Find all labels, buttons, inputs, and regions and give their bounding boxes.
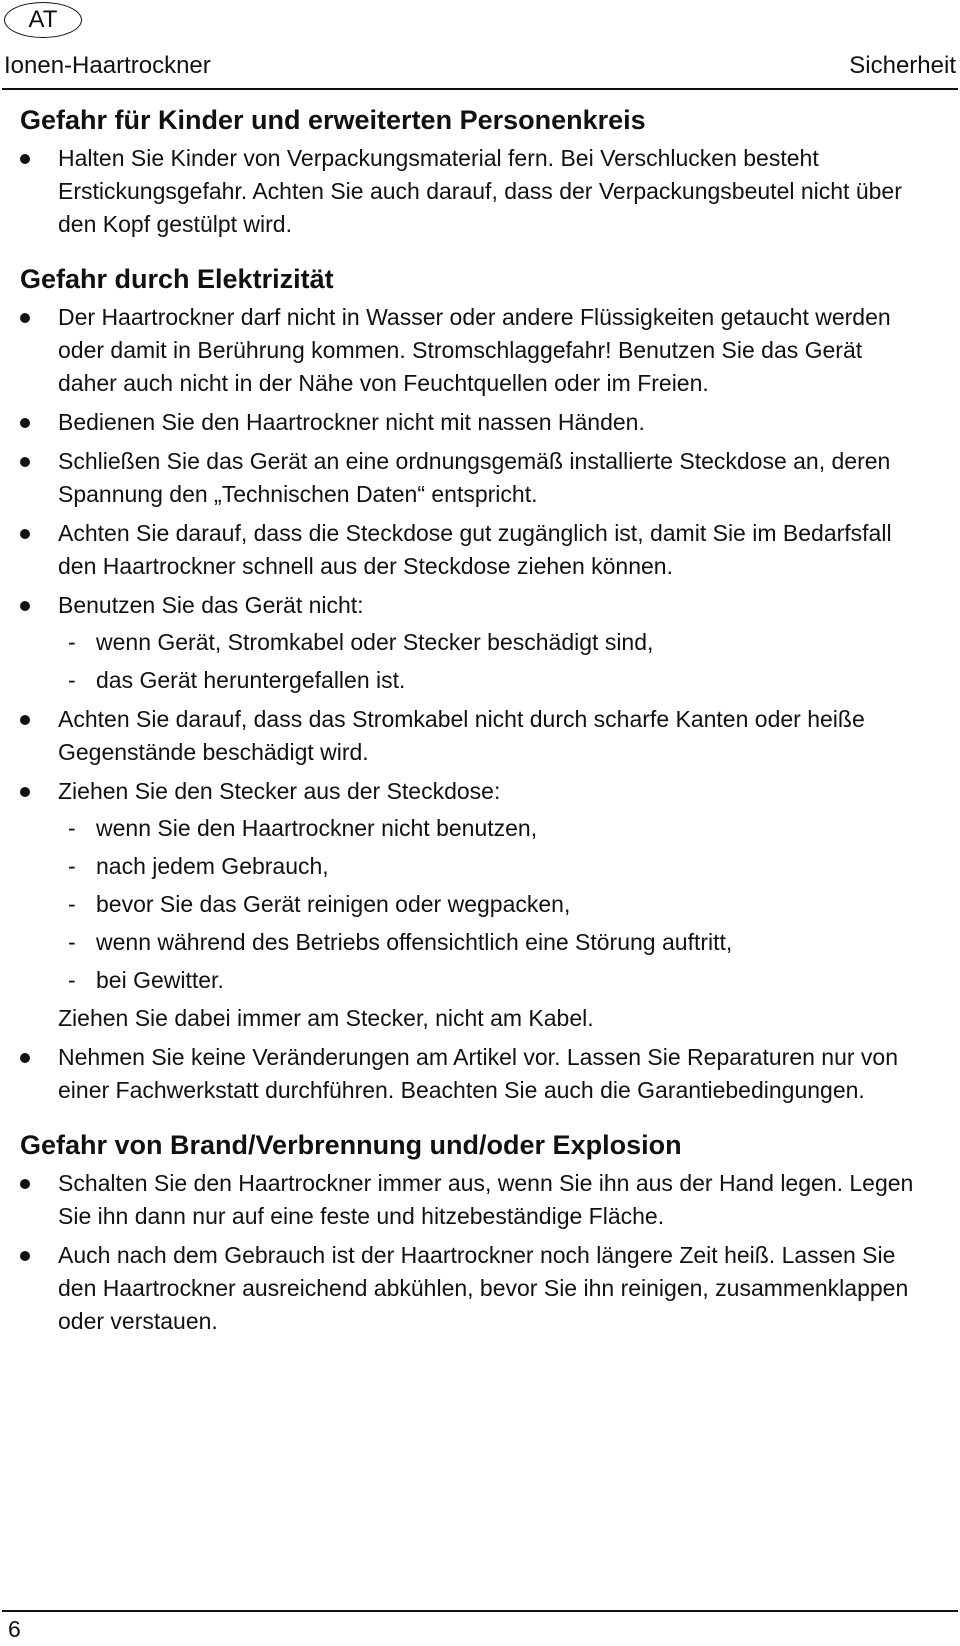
sub-list-item (58, 626, 925, 659)
sub-list-item-text: bevor Sie das Gerät reinigen oder wegpacken, (96, 891, 571, 917)
list-item-note: Ziehen Sie dabei immer am Stecker, nicht am Kabel. (58, 1005, 594, 1031)
sub-list-item-text: das Gerät heruntergefallen ist. (96, 667, 406, 693)
list-item (20, 301, 925, 400)
country-badge: AT (4, 2, 82, 38)
bullet-icon (20, 1053, 30, 1063)
footer-divider (2, 1610, 958, 1612)
dash-icon: - (68, 967, 76, 993)
bullet-icon (20, 715, 30, 725)
bullet-icon (20, 418, 30, 428)
list-item-text: Bedienen Sie den Haartrockner nicht mit nassen Händen. (58, 409, 645, 435)
sub-list-item-text: wenn Sie den Haartrockner nicht benutzen, (96, 815, 538, 841)
list-item (20, 406, 925, 439)
list-item-text: Achten Sie darauf, dass das Stromkabel nicht durch scharfe Kanten oder heiße Gegenstände beschädigt wird. (58, 706, 865, 765)
list-item-text: Schalten Sie den Haartrockner immer aus, wenn Sie ihn aus der Hand legen. Legen Sie ihn dann nur auf eine feste und hitzebeständige Fläche. (58, 1170, 914, 1229)
list-item-text: Benutzen Sie das Gerät nicht: (58, 592, 364, 618)
list-item (20, 517, 925, 583)
dash-icon: - (68, 629, 76, 655)
section-title: Gefahr durch Elektrizität (20, 264, 334, 294)
dash-icon: - (68, 853, 76, 879)
section (20, 102, 925, 241)
sub-list-item-text: wenn Gerät, Stromkabel oder Stecker beschädigt sind, (96, 629, 654, 655)
bullet-icon (20, 529, 30, 539)
list-item-text: Der Haartrockner darf nicht in Wasser oder andere Flüssigkeiten getaucht werden oder damit in Berührung kommen. Stromschlaggefahr! Benutzen Sie das Gerät daher auch nicht in der Nähe von Feuchtquellen oder im Freien. (58, 304, 891, 396)
bullet-icon (20, 457, 30, 467)
sub-list-item (58, 926, 925, 959)
list-item (20, 589, 925, 697)
header-section-title: Sicherheit (849, 52, 956, 79)
sub-list-item-text: wenn während des Betriebs offensichtlich eine Störung auftritt, (96, 929, 733, 955)
sub-list-item (58, 850, 925, 883)
page-number: 6 (8, 1616, 21, 1642)
bullet-icon (20, 154, 30, 164)
section-title: Gefahr von Brand/Verbrennung und/oder Explosion (20, 1130, 682, 1160)
sub-list-item (58, 888, 925, 921)
list-item-text: Schließen Sie das Gerät an eine ordnungsgemäß installierte Steckdose an, deren Spannung den „Technischen Daten“ entspricht. (58, 448, 891, 507)
dash-icon: - (68, 891, 76, 917)
bullet-icon (20, 1251, 30, 1261)
sub-list-item (58, 812, 925, 845)
list-item (20, 775, 925, 1035)
list-item-text: Auch nach dem Gebrauch ist der Haartrockner noch längere Zeit heiß. Lassen Sie den Haartrockner ausreichend abkühlen, bevor Sie ihn reinigen, zusammenklappen oder verstauen. (58, 1242, 909, 1334)
list-item (20, 1239, 925, 1338)
dash-icon: - (68, 667, 76, 693)
section-title: Gefahr für Kinder und erweiterten Personenkreis (20, 105, 646, 135)
dash-icon: - (68, 929, 76, 955)
list-item-text: Ziehen Sie den Stecker aus der Steckdose: (58, 778, 501, 804)
bullet-icon (20, 601, 30, 611)
sub-list-item-text: nach jedem Gebrauch, (96, 853, 329, 879)
sub-list-item-text: bei Gewitter. (96, 967, 224, 993)
list-item (20, 142, 925, 241)
list-item (20, 1041, 925, 1107)
list-item (20, 703, 925, 769)
sub-list (58, 812, 925, 997)
list-item (20, 445, 925, 511)
sub-list-item (58, 964, 925, 997)
section (20, 261, 925, 1107)
document-body (20, 102, 925, 1358)
sub-list (58, 626, 925, 697)
bullet-icon (20, 787, 30, 797)
list-item-text: Achten Sie darauf, dass die Steckdose gut zugänglich ist, damit Sie im Bedarfsfall den Haartrockner schnell aus der Steckdose ziehen können. (58, 520, 892, 579)
list-item-text: Nehmen Sie keine Veränderungen am Artikel vor. Lassen Sie Reparaturen nur von einer Fachwerkstatt durchführen. Beachten Sie auch die Garantiebedingungen. (58, 1044, 899, 1103)
dash-icon: - (68, 815, 76, 841)
header-product-title: Ionen-Haartrockner (4, 52, 211, 79)
header-divider (2, 88, 958, 90)
list-item (20, 1167, 925, 1233)
bullet-icon (20, 1179, 30, 1189)
bullet-icon (20, 313, 30, 323)
sub-list-item (58, 664, 925, 697)
section (20, 1127, 925, 1338)
list-item-text: Halten Sie Kinder von Verpackungsmaterial fern. Bei Verschlucken besteht Erstickungsgefahr. Achten Sie auch darauf, dass der Verpackungsbeutel nicht über den Kopf gestülpt wird. (58, 145, 902, 237)
